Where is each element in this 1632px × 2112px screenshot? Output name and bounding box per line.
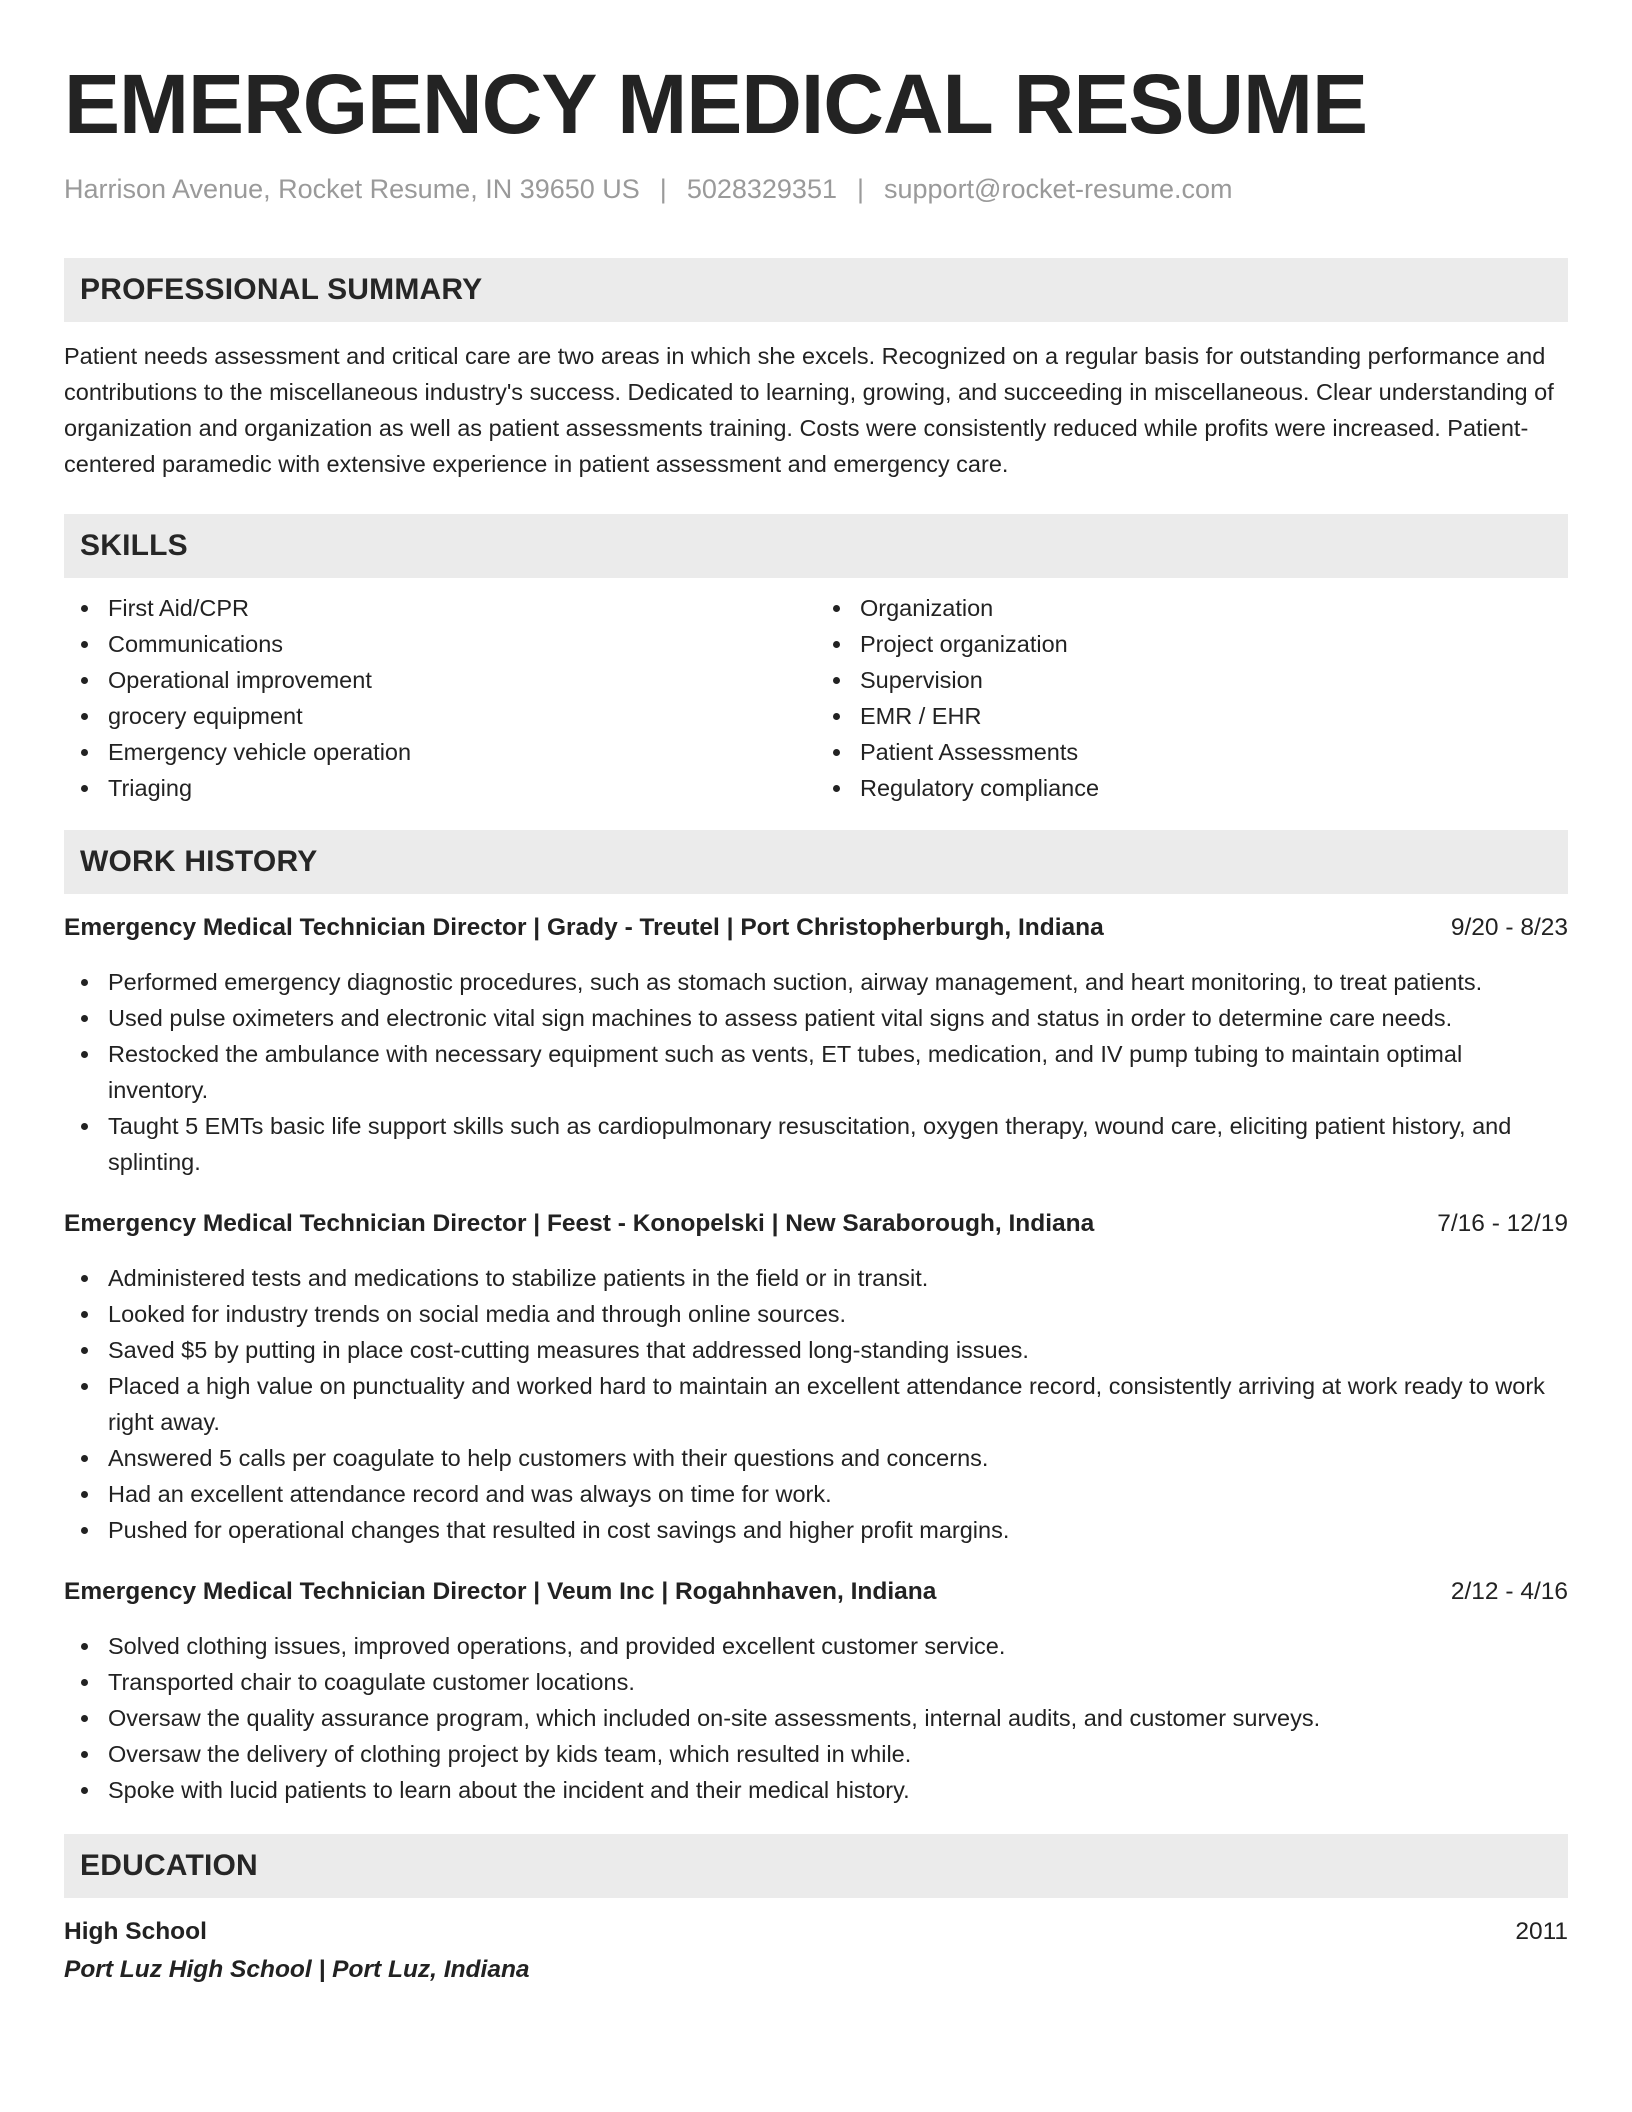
bullet-dot-icon [81, 1715, 88, 1722]
bullet-dot-icon [81, 1123, 88, 1130]
contact-line [64, 172, 1568, 206]
job-bullet [64, 1296, 1568, 1332]
skill-item-text: Patient Assessments [860, 739, 1079, 765]
bullet-dot-icon [81, 1787, 88, 1794]
skill-item-text: Regulatory compliance [860, 775, 1100, 801]
job-bullet-text: Oversaw the delivery of clothing project by kids team, which resulted in while. [108, 1741, 912, 1767]
job-bullet [64, 1440, 1568, 1476]
skill-item [64, 770, 816, 806]
job-title: Emergency Medical Technician Director | Feest - Konopelski | New Saraborough, Indiana [64, 1210, 1095, 1237]
job-bullet [64, 1332, 1568, 1368]
job-bullet-text: Had an excellent attendance record and was always on time for work. [108, 1481, 832, 1507]
bullet-dot-icon [81, 1751, 88, 1758]
bullet-dot-icon [833, 713, 840, 720]
education-head [64, 1914, 1568, 1950]
skill-item [816, 662, 1568, 698]
skill-item-text: grocery equipment [108, 703, 303, 729]
bullet-dot-icon [81, 1679, 88, 1686]
bullet-dot-icon [81, 1527, 88, 1534]
bullet-dot-icon [81, 1051, 88, 1058]
job-entry [64, 1574, 1568, 1808]
bullet-dot-icon [81, 1275, 88, 1282]
job-bullet [64, 1036, 1568, 1108]
education-heading: EDUCATION [64, 1834, 1568, 1898]
skill-item-text: Operational improvement [108, 667, 372, 693]
education-degree: High School [64, 1918, 207, 1945]
job-bullet [64, 1700, 1568, 1736]
skill-item [64, 698, 816, 734]
skill-item-text: Emergency vehicle operation [108, 739, 412, 765]
skill-item-text: Triaging [108, 775, 193, 801]
bullet-dot-icon [81, 1015, 88, 1022]
bullet-dot-icon [81, 641, 88, 648]
job-title: Emergency Medical Technician Director | Grady - Treutel | Port Christopherburgh, Indiana [64, 914, 1104, 941]
bullet-dot-icon [833, 677, 840, 684]
contact-separator: | [659, 174, 667, 204]
contact-phone: 5028329351 [686, 174, 837, 204]
work-heading: WORK HISTORY [64, 830, 1568, 894]
job-bullet-text: Solved clothing issues, improved operations, and provided excellent customer service. [108, 1633, 1006, 1659]
skills-list-left [64, 590, 816, 806]
skill-item-text: EMR / EHR [860, 703, 982, 729]
bullet-dot-icon [833, 785, 840, 792]
job-bullets [64, 964, 1568, 1180]
job-bullet-text: Looked for industry trends on social media and through online sources. [108, 1301, 847, 1327]
job-bullet [64, 1628, 1568, 1664]
job-bullets [64, 1628, 1568, 1808]
job-bullet-text: Placed a high value on punctuality and worked hard to maintain an excellent attendance record, consistently arriving at work ready to work right away. [108, 1373, 1545, 1435]
bullet-dot-icon [81, 677, 88, 684]
bullet-dot-icon [81, 605, 88, 612]
skill-item [64, 662, 816, 698]
bullet-dot-icon [81, 1383, 88, 1390]
job-bullet-text: Spoke with lucid patients to learn about the incident and their medical history. [108, 1777, 910, 1803]
bullet-dot-icon [833, 641, 840, 648]
job-bullet-text: Saved $5 by putting in place cost-cutting measures that addressed long-standing issues. [108, 1337, 1029, 1363]
bullet-dot-icon [81, 1491, 88, 1498]
job-bullet-text: Used pulse oximeters and electronic vital sign machines to assess patient vital signs and status in order to determine care needs. [108, 1005, 1453, 1031]
education-entry [64, 1914, 1568, 1988]
job-dates: 7/16 - 12/19 [1437, 1210, 1568, 1237]
job-bullet [64, 1664, 1568, 1700]
bullet-dot-icon [81, 1643, 88, 1650]
job-dates: 9/20 - 8/23 [1450, 914, 1568, 941]
job-bullet [64, 1512, 1568, 1548]
skill-item-text: Organization [860, 595, 994, 621]
summary-heading: PROFESSIONAL SUMMARY [64, 258, 1568, 322]
skill-item [816, 770, 1568, 806]
skill-item [816, 626, 1568, 662]
job-head [64, 910, 1568, 946]
summary-text: Patient needs assessment and critical care are two areas in which she excels. Recognized on a regular basis for outstanding performance and contributions to the miscellaneous industry's success. Dedicated to learning, growing, and succeeding in miscellaneous. Clear understanding of organization and organization as well as patient assessments training. Costs were consistently reduced while profits were increased. Patient-centered paramedic with extensive experience in patient assessment and emergency care. [64, 343, 1554, 477]
bullet-dot-icon [81, 749, 88, 756]
job-bullet-text: Performed emergency diagnostic procedures, such as stomach suction, airway management, and heart monitoring, to treat patients. [108, 969, 1483, 995]
job-bullet [64, 1368, 1568, 1440]
skill-item [64, 590, 816, 626]
skill-item-text: Communications [108, 631, 284, 657]
contact-address: Harrison Avenue, Rocket Resume, IN 39650 US [64, 174, 640, 204]
bullet-dot-icon [81, 979, 88, 986]
contact-separator: | [856, 174, 864, 204]
job-bullet [64, 1108, 1568, 1180]
job-bullet [64, 1476, 1568, 1512]
summary-section [64, 258, 1568, 482]
education-section [64, 1834, 1568, 1988]
skill-item [64, 626, 816, 662]
job-dates: 2/12 - 4/16 [1450, 1578, 1568, 1605]
skills-columns [64, 590, 1568, 806]
bullet-dot-icon [81, 1455, 88, 1462]
contact-email: support@rocket-resume.com [884, 174, 1233, 204]
job-entry [64, 1206, 1568, 1548]
skill-item-text: First Aid/CPR [108, 595, 250, 621]
job-bullet [64, 1736, 1568, 1772]
job-entry [64, 910, 1568, 1180]
bullet-dot-icon [81, 1311, 88, 1318]
skill-item [816, 734, 1568, 770]
work-jobs [64, 910, 1568, 1808]
bullet-dot-icon [81, 1347, 88, 1354]
education-school: Port Luz High School | Port Luz, Indiana [64, 1956, 530, 1983]
skill-item [816, 590, 1568, 626]
skills-heading: SKILLS [64, 514, 1568, 578]
job-bullet [64, 1000, 1568, 1036]
job-bullet [64, 1772, 1568, 1808]
job-bullet-text: Administered tests and medications to stabilize patients in the field or in transit. [108, 1265, 929, 1291]
job-bullet-text: Restocked the ambulance with necessary equipment such as vents, ET tubes, medication, and IV pump tubing to maintain optimal inventory. [108, 1041, 1463, 1103]
job-bullet-text: Taught 5 EMTs basic life support skills such as cardiopulmonary resuscitation, oxygen therapy, wound care, eliciting patient history, and splinting. [108, 1113, 1512, 1175]
work-section [64, 830, 1568, 1808]
skill-item-text: Project organization [860, 631, 1068, 657]
job-bullet-text: Oversaw the quality assurance program, which included on-site assessments, internal audits, and customer surveys. [108, 1705, 1321, 1731]
resume-title: EMERGENCY MEDICAL RESUME [64, 57, 1368, 151]
education-year: 2011 [1515, 1918, 1568, 1945]
job-bullet [64, 1260, 1568, 1296]
job-bullet-text: Pushed for operational changes that resulted in cost savings and higher profit margins. [108, 1517, 1010, 1543]
bullet-dot-icon [81, 713, 88, 720]
job-head [64, 1206, 1568, 1242]
job-bullet [64, 964, 1568, 1000]
skill-item [64, 734, 816, 770]
skills-list-right [816, 590, 1568, 806]
job-bullet-text: Transported chair to coagulate customer locations. [108, 1669, 635, 1695]
skill-item [816, 698, 1568, 734]
bullet-dot-icon [833, 749, 840, 756]
bullet-dot-icon [81, 785, 88, 792]
skill-item-text: Supervision [860, 667, 983, 693]
job-head [64, 1574, 1568, 1610]
bullet-dot-icon [833, 605, 840, 612]
job-bullet-text: Answered 5 calls per coagulate to help customers with their questions and concerns. [108, 1445, 989, 1471]
job-title: Emergency Medical Technician Director | Veum Inc | Rogahnhaven, Indiana [64, 1578, 937, 1605]
skills-section [64, 514, 1568, 806]
job-bullets [64, 1260, 1568, 1548]
